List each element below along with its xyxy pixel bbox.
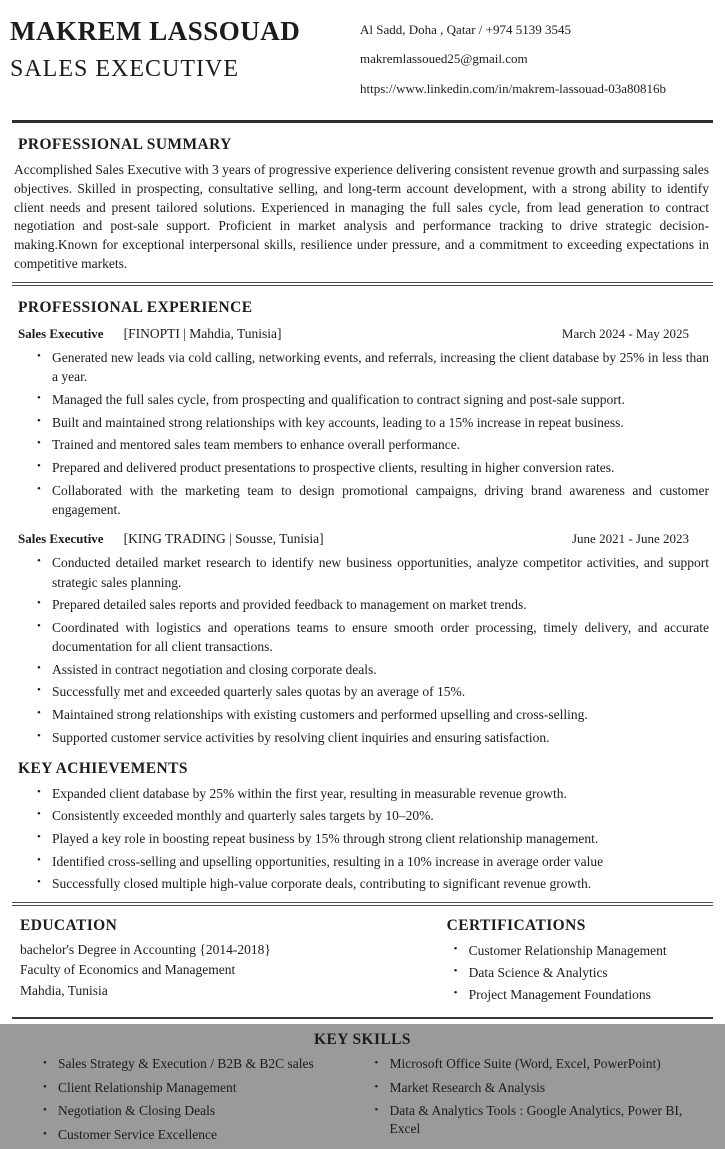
- experience-heading: PROFESSIONAL EXPERIENCE: [18, 299, 253, 317]
- skill-item: • Market Research & Analysis: [390, 1079, 708, 1097]
- bullet-item: • Managed the full sales cycle, from prospecting and qualification to contract signing and post-sale support.: [52, 390, 709, 409]
- contact-location-phone: Al Sadd, Doha , Qatar / +974 5139 3545: [360, 22, 571, 37]
- job-title: Sales Executive: [18, 326, 104, 342]
- bullet-item: • Generated new leads via cold calling, networking events, and referrals, increasing the client database by 25% in less than a year.: [52, 348, 709, 386]
- bullet-item: • Successfully closed multiple high-value corporate deals, contributing to significant revenue growth.: [52, 874, 709, 893]
- job-company: [FINOPTI | Mahdia, Tunisia]: [123, 326, 282, 342]
- skills-left-column: [12, 1049, 363, 1149]
- bullet-item: • Conducted detailed market research to identify new business opportunities, analyze competitor activities, and support strategic sales planning.: [52, 553, 709, 591]
- bullet-item: • Played a key role in boosting repeat business by 15% through strong client relationship management.: [52, 829, 709, 848]
- certification-item: • Project Management Foundations: [469, 985, 707, 1004]
- certification-item: • Customer Relationship Management: [469, 941, 707, 960]
- contact-email: makremlassoued25@gmail.com: [360, 51, 528, 67]
- bullet-item: • Supported customer service activities by resolving client inquiries and ensuring satisfaction.: [52, 728, 709, 747]
- divider-header: [12, 120, 713, 123]
- achievements-heading: KEY ACHIEVEMENTS: [18, 759, 188, 777]
- certification-item: • Data Science & Analytics: [469, 963, 707, 982]
- skill-item: • Client Relationship Management: [58, 1079, 357, 1097]
- resume-header: [10, 12, 715, 110]
- bullet-item: • Coordinated with logistics and operations teams to ensure smooth order processing, timely delivery, and accurate documentation for all client transactions.: [52, 618, 709, 656]
- bullet-item: • Prepared detailed sales reports and provided feedback to management on market trends.: [52, 595, 709, 614]
- contact-linkedin: https://www.linkedin.com/in/makrem-lassouad-03a80816b: [360, 80, 667, 96]
- certifications-heading: CERTIFICATIONS: [446, 916, 586, 934]
- education-location: Mahdia, Tunisia: [20, 983, 108, 999]
- skills-list-right: [363, 1049, 714, 1137]
- divider-after-summary: [12, 282, 713, 286]
- achievements-bullet-list: [10, 778, 715, 894]
- job-header: [10, 317, 715, 342]
- summary-heading: PROFESSIONAL SUMMARY: [18, 135, 232, 153]
- bullet-item: • Trained and mentored sales team members to enhance overall performance.: [52, 435, 709, 454]
- summary-text: Accomplished Sales Executive with 3 years of progressive experience delivering consistent revenue growth and surpassing sales objectives. Skilled in prospecting, consultative selling, and long-term account development, with a strong ability to identify client needs and present tailored solutions. Experienced in managing the full sales cycle, from lead generation to contract negotiation and post-sale support. Proficient in market analysis and performance tracking to drive strategic decision-making.Known for exceptional interpersonal skills, resilience under pressure, and a commitment to exceeding expectations in competitive markets.: [14, 161, 709, 272]
- bullet-item: • Successfully met and exceeded quarterly sales quotas by an average of 15%.: [52, 682, 709, 701]
- skills-columns: [10, 1049, 715, 1149]
- bullet-item: • Prepared and delivered product presentations to prospective clients, resulting in higher conversion rates.: [52, 458, 709, 477]
- skills-right-column: [363, 1049, 714, 1149]
- contact-block: [360, 16, 715, 110]
- job-bullet-list: [10, 547, 715, 746]
- education-heading: EDUCATION: [20, 916, 118, 934]
- bullet-item: • Built and maintained strong relationships with key accounts, leading to a 15% increase in repeat business.: [52, 413, 709, 432]
- skill-item: • Negotiation & Closing Deals: [58, 1102, 357, 1120]
- skill-item: • Customer Service Excellence: [58, 1126, 357, 1144]
- education-school: Faculty of Economics and Management: [20, 962, 236, 978]
- bullet-item: • Expanded client database by 25% within the first year, resulting in measurable revenue growth.: [52, 784, 709, 803]
- certifications-section: [447, 906, 713, 1007]
- candidate-title: SALES EXECUTIVE: [10, 56, 239, 83]
- identity-block: [10, 16, 300, 83]
- bullet-item: • Identified cross-selling and upselling opportunities, resulting in a 10% increase in average order value: [52, 852, 709, 871]
- skills-list-left: [12, 1049, 363, 1143]
- bullet-item: • Collaborated with the marketing team to design promotional campaigns, driving brand awareness and customer engagement.: [52, 481, 709, 519]
- skill-item: • Sales Strategy & Execution / B2B & B2C sales: [58, 1055, 357, 1073]
- job-title: Sales Executive: [18, 531, 104, 547]
- bullet-item: • Consistently exceeded monthly and quarterly sales targets by 10–20%.: [52, 806, 709, 825]
- bullet-item: • Maintained strong relationships with existing customers and performed upselling and cross-selling.: [52, 705, 709, 724]
- certifications-list: [447, 935, 713, 1004]
- bullet-item: • Assisted in contract negotiation and closing corporate deals.: [52, 660, 709, 679]
- job-dates: June 2021 - June 2023: [572, 531, 689, 547]
- education-section: [12, 906, 447, 1007]
- skill-item: • Microsoft Office Suite (Word, Excel, PowerPoint): [390, 1055, 708, 1073]
- job-header: [10, 522, 715, 547]
- job-dates: March 2024 - May 2025: [561, 326, 689, 342]
- job-bullet-list: [10, 342, 715, 519]
- divider-after-education: [12, 1017, 713, 1019]
- skills-heading: KEY SKILLS: [314, 1031, 411, 1048]
- education-degree: bachelor's Degree in Accounting {2014-2018}: [20, 941, 271, 957]
- candidate-name: MAKREM LASSOUAD: [10, 16, 301, 46]
- education-certifications-row: [10, 906, 715, 1007]
- skill-item: • Data & Analytics Tools : Google Analytics, Power BI, Excel: [390, 1102, 708, 1137]
- education-details: [12, 935, 447, 1000]
- job-company: [KING TRADING | Sousse, Tunisia]: [123, 531, 324, 547]
